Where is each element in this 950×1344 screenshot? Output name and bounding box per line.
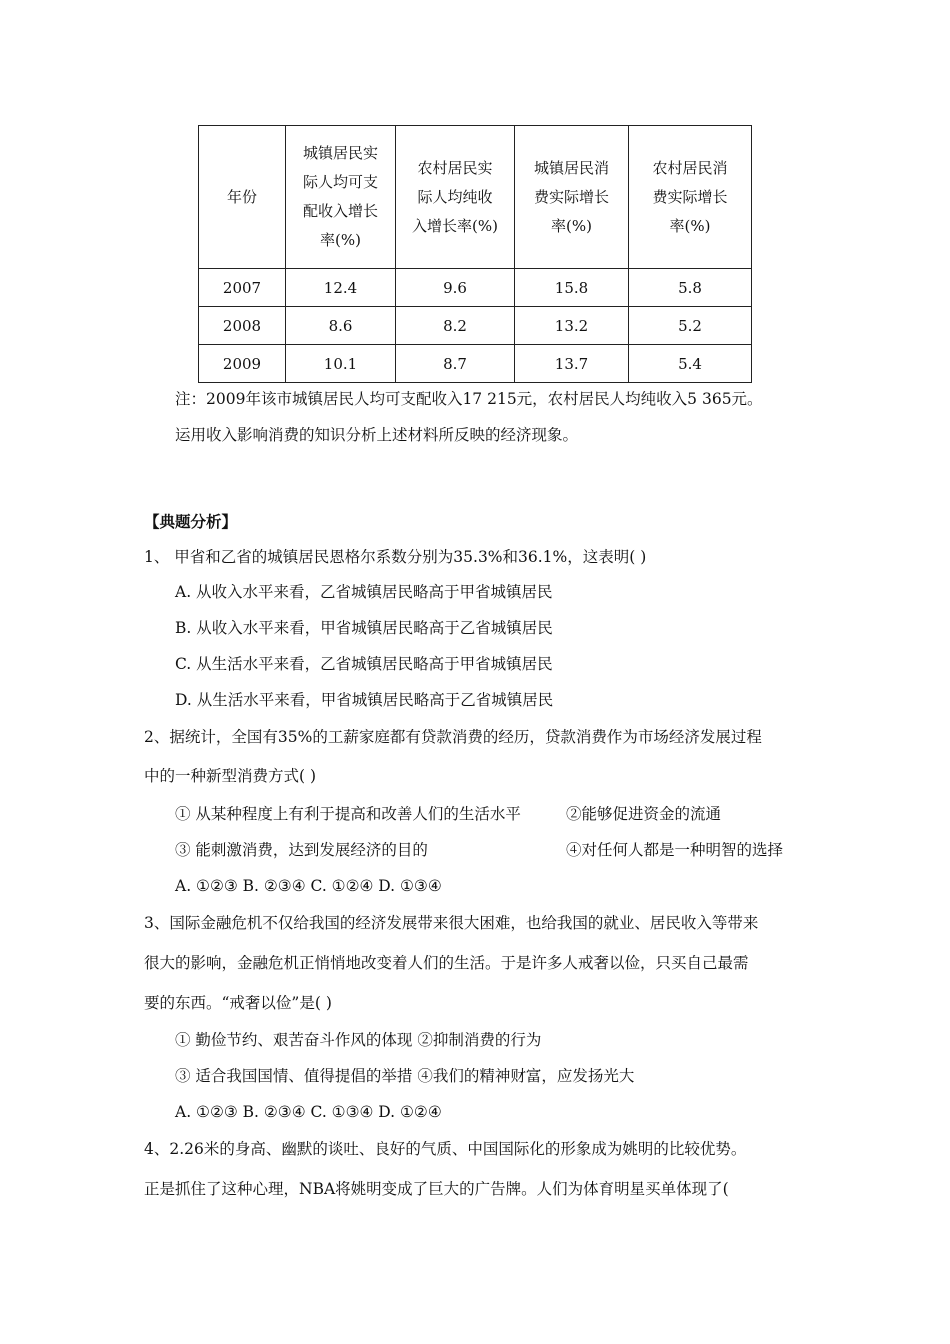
header-line: 率(%) [669,216,711,235]
header-line: 城镇居民消 [533,158,609,177]
table-cell: 5.2 [629,307,752,345]
q2-stem-line1: 2、据统计，全国有35%的工薪家庭都有贷款消费的经历，贷款消费作为市场经济发展过程 [144,728,762,746]
q3-stem-line3: 要的东西。“戒奢以俭”是( ) [144,994,332,1012]
q2-item-4: ④对任何人都是一种明智的选择 [566,841,784,859]
analysis-instruction: 运用收入影响消费的知识分析上述材料所反映的经济现象。 [175,426,579,444]
table-cell: 15.8 [515,269,629,307]
header-urban-income [286,126,396,269]
table-cell: 2008 [199,307,286,345]
table-row [199,345,752,383]
q1-option-a: A. 从收入水平来看，乙省城镇居民略高于甲省城镇居民 [175,583,553,601]
table-note: 注：2009年该市城镇居民人均可支配收入17 215元，农村居民人均纯收入5 365元。 [175,390,763,408]
q1-option-d: D. 从生活水平来看，甲省城镇居民略高于乙省城镇居民 [175,691,554,709]
table-cell: 8.6 [286,307,396,345]
q3-choices: A. ①②③ B. ②③④ C. ①③④ D. ①②④ [175,1103,442,1121]
header-line: 农村居民实 [417,158,493,177]
q3-stem-line1: 3、国际金融危机不仅给我国的经济发展带来很大困难，也给我国的就业、居民收入等带来 [144,914,759,932]
table-row [199,307,752,345]
q2-choices: A. ①②③ B. ②③④ C. ①②④ D. ①③④ [175,877,442,895]
q2-stem-line2: 中的一种新型消费方式( ) [144,767,317,785]
table-cell: 10.1 [286,345,396,383]
q1-stem: 1、 甲省和乙省的城镇居民恩格尔系数分别为35.3%和36.1%，这表明( ) [144,548,647,566]
header-line: 农村居民消 [652,158,728,177]
table-cell: 2009 [199,345,286,383]
table-cell: 5.4 [629,345,752,383]
table-cell: 12.4 [286,269,396,307]
header-year [199,126,286,269]
q4-stem-line1: 4、2.26米的身高、幽默的谈吐、良好的气质、中国国际化的形象成为姚明的比较优势。 [144,1140,747,1158]
header-line: 率(%) [551,216,592,235]
header-line: 际人均可支 [302,173,378,191]
header-line: 费实际增长 [533,187,609,206]
q3-items-3-4: ③ 适合我国国情、值得提倡的举措 ④我们的精神财富，应发扬光大 [175,1067,635,1085]
q2-item-1: ① 从某种程度上有利于提高和改善人们的生活水平 [175,805,521,823]
q2-item-2: ②能够促进资金的流通 [566,805,722,823]
header-line: 率(%) [320,231,361,249]
header-line: 配收入增长 [302,202,378,220]
header-rural-income [396,126,515,269]
header-urban-consumption [515,126,629,269]
table-cell: 13.7 [515,345,629,383]
header-line: 年份 [226,187,257,206]
table-cell: 5.8 [629,269,752,307]
header-rural-consumption [629,126,752,269]
q3-stem-line2: 很大的影响，金融危机正悄悄地改变着人们的生活。于是许多人戒奢以俭，只买自己最需 [144,954,749,972]
section-title: 【典题分析】 [144,513,238,531]
header-line: 费实际增长 [652,187,728,206]
table-cell: 9.6 [396,269,515,307]
q3-items-1-2: ① 勤俭节约、艰苦奋斗作风的体现 ②抑制消费的行为 [175,1031,542,1049]
header-line: 城镇居民实 [302,144,378,162]
table-cell: 8.2 [396,307,515,345]
table-cell: 2007 [199,269,286,307]
table-header-row [199,126,752,269]
q1-option-c: C. 从生活水平来看，乙省城镇居民略高于甲省城镇居民 [175,655,553,673]
header-line: 入增长率(%) [412,216,498,235]
q2-item-3: ③ 能刺激消费，达到发展经济的目的 [175,841,428,859]
table-row [199,269,752,307]
table-cell: 13.2 [515,307,629,345]
header-line: 际人均纯收 [417,187,493,206]
q4-stem-line2: 正是抓住了这种心理，NBA将姚明变成了巨大的广告牌。人们为体育明星买单体现了( [144,1180,729,1198]
table-cell: 8.7 [396,345,515,383]
q1-option-b: B. 从收入水平来看，甲省城镇居民略高于乙省城镇居民 [175,619,553,637]
income-consumption-table [198,125,752,383]
